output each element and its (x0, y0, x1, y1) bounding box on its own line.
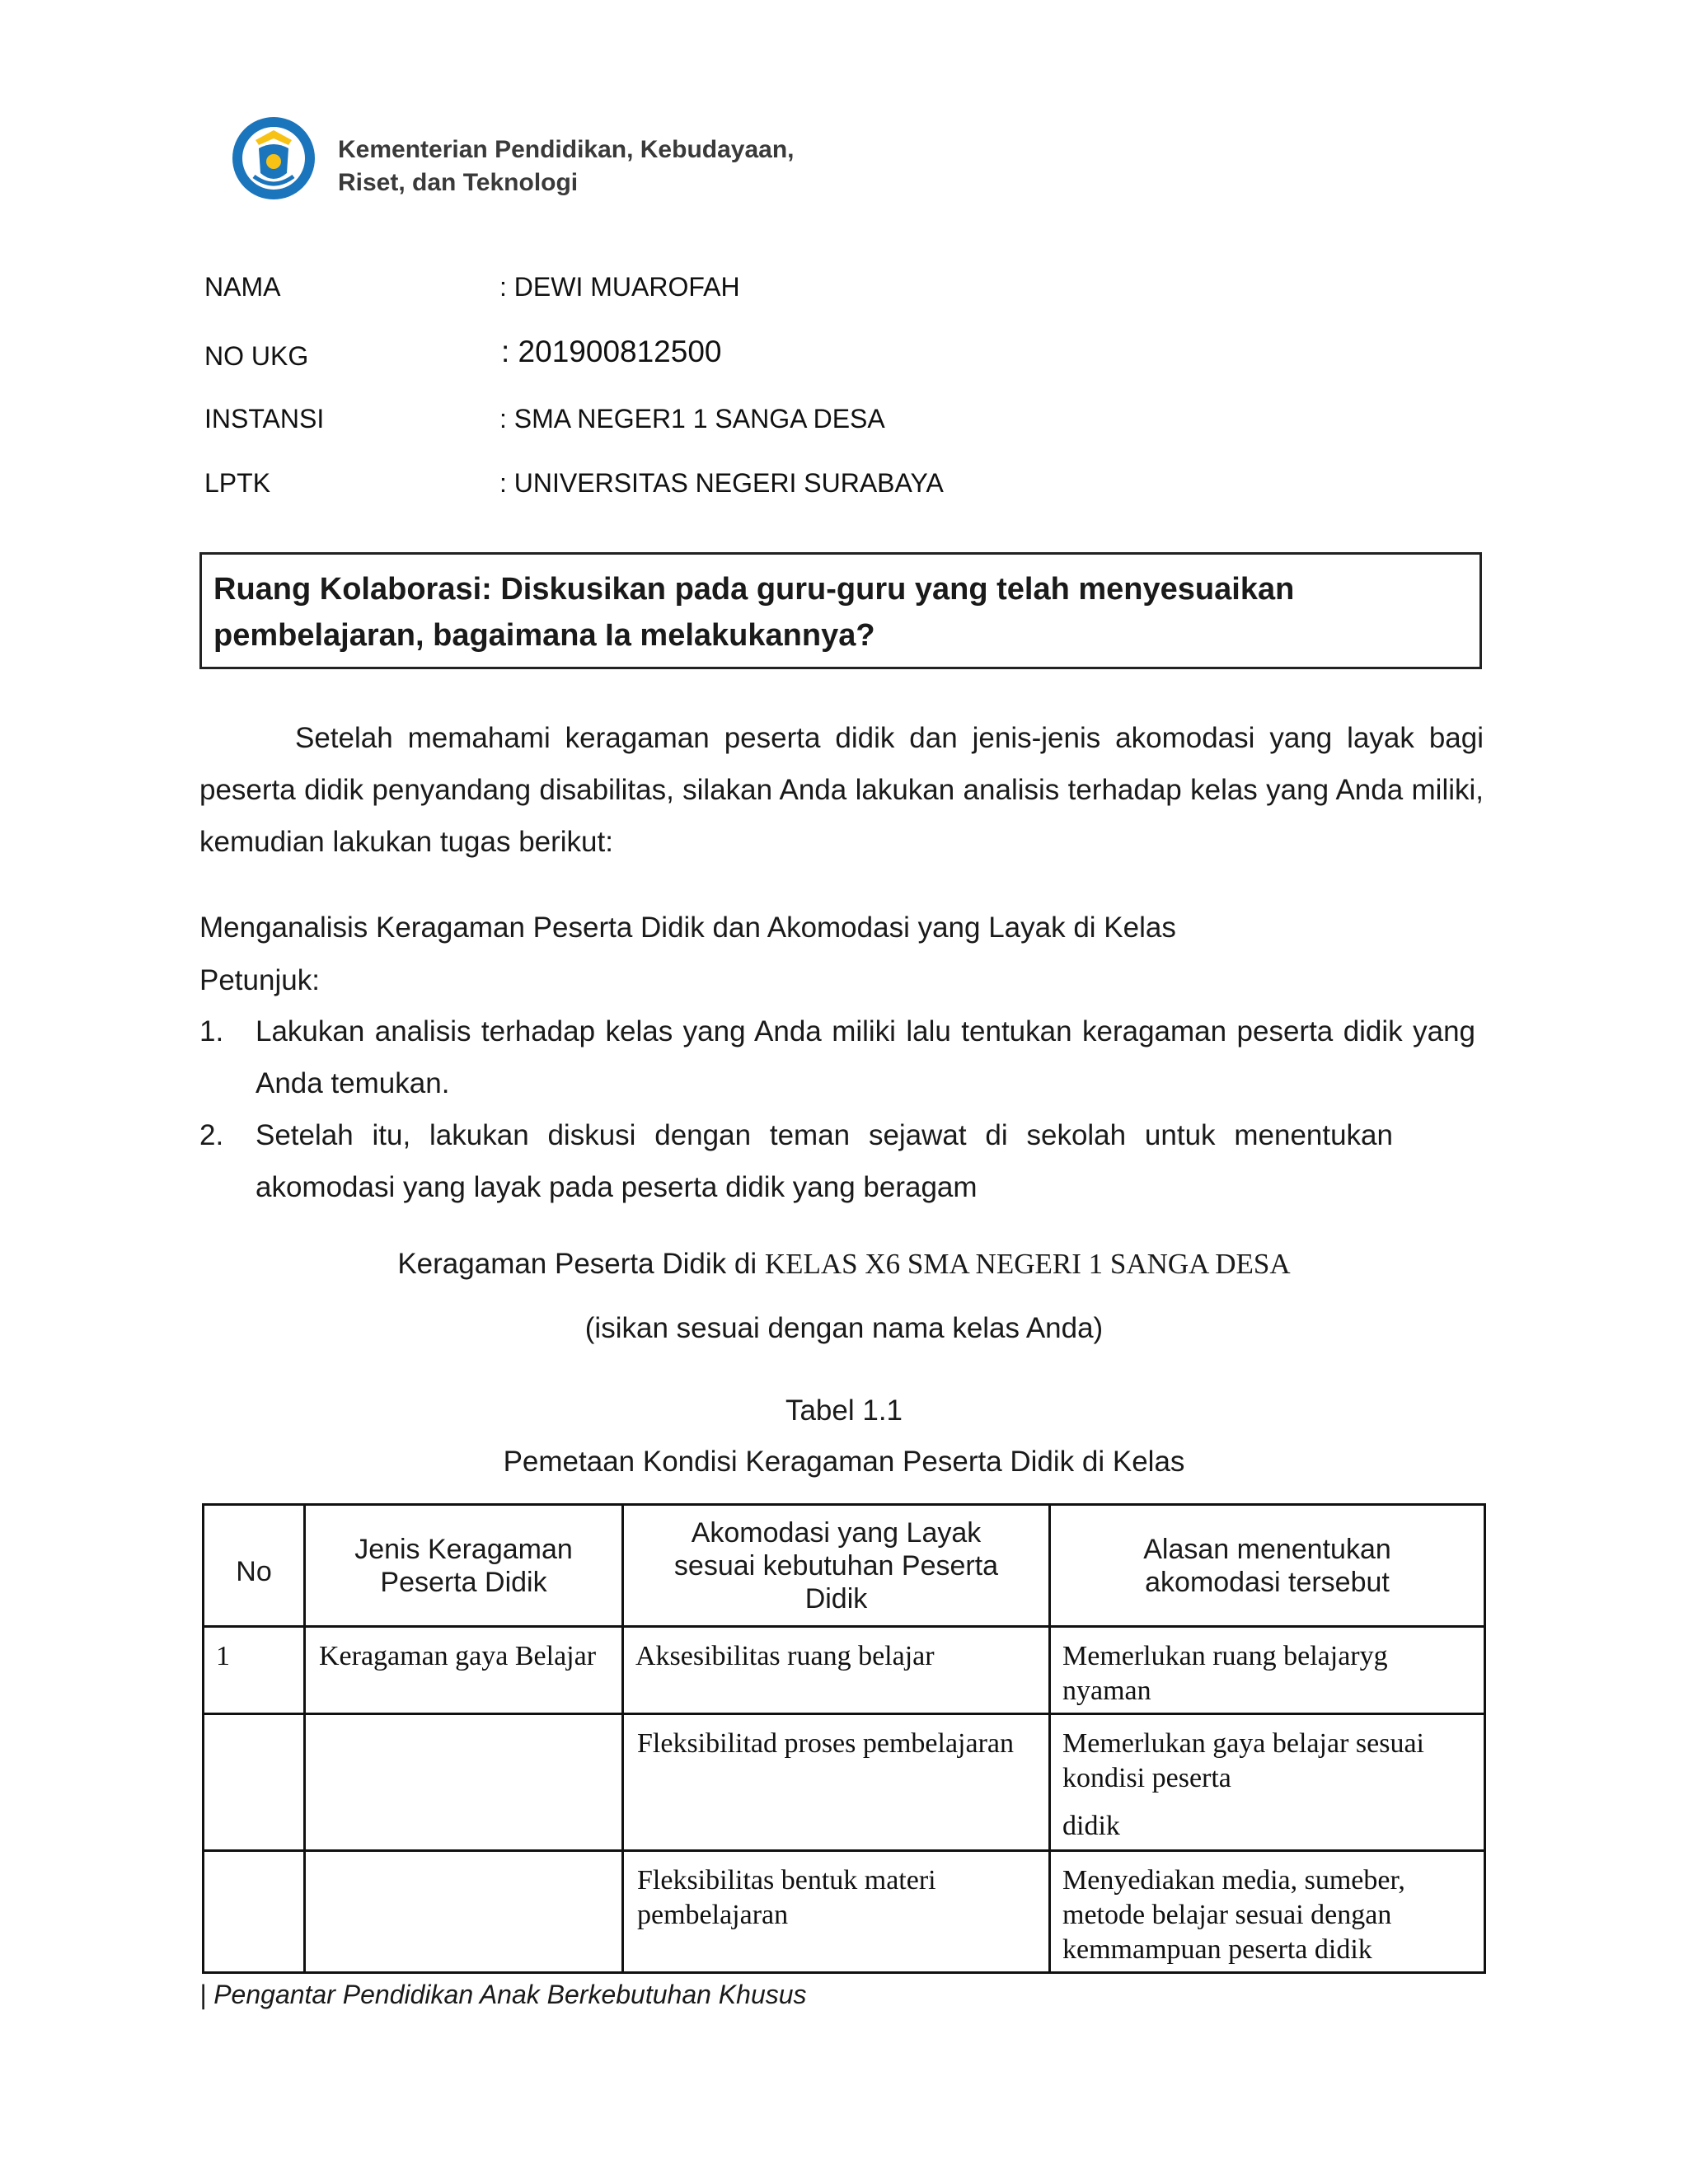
class-note: (isikan sesuai dengan nama kelas Anda) (584, 1312, 1104, 1344)
header-alasan: Alasan menentukan akomodasi tersebut (1050, 1505, 1485, 1627)
header-akomodasi: Akomodasi yang Layak sesuai kebutuhan Peserta Didik (623, 1505, 1050, 1627)
row2-no (204, 1714, 305, 1851)
class-heading-prefix: Keragaman Peserta Didik di (397, 1248, 765, 1280)
prompt-line1: Ruang Kolaborasi: Diskusikan pada guru-guru yang telah menyesuaikan (213, 572, 1295, 607)
table-row (204, 1851, 1485, 1973)
row2-jenis (305, 1714, 623, 1851)
ukg-value: : 201900812500 (501, 335, 722, 368)
header-no: No (204, 1505, 305, 1627)
instansi-value: : SMA NEGER1 1 SANGA DESA (499, 404, 885, 434)
row2-alasan-cell (1050, 1714, 1485, 1851)
nama-value: : DEWI MUAROFAH (499, 272, 740, 302)
ministry-name-line1: Kementerian Pendidikan, Kebudayaan, (338, 136, 795, 163)
prompt-line2: pembelajaran, bagaimana Ia melakukannya? (213, 618, 875, 653)
task-title: Menganalisis Keragaman Peserta Didik dan Akomodasi yang Layak di Kelas (199, 912, 1176, 944)
lptk-value: : UNIVERSITAS NEGERI SURABAYA (499, 468, 944, 498)
diversity-table (202, 1503, 1486, 1974)
row2-alasan-extra: didik (1062, 1811, 1120, 1841)
ministry-name (338, 134, 795, 199)
table-caption: Tabel 1.1 (785, 1394, 903, 1427)
intro-paragraph: Setelah memahami keragaman peserta didik dan jenis-jenis akomodasi yang layak bagi peserta didik penyandang disabilitas, silakan Anda lakukan analisis terhadap kelas yang Anda miliki, kemudian lakukan tugas berikut: (199, 722, 1484, 858)
step-2-number: 2. (199, 1119, 224, 1151)
page-footer: | Pengantar Pendidikan Anak Berkebutuhan Khusus (199, 1980, 807, 2009)
nama-label: NAMA (204, 272, 281, 302)
row1-akomodasi: Aksesibilitas ruang belajar (623, 1627, 1050, 1714)
ukg-label: NO UKG (204, 341, 309, 371)
row3-no (204, 1851, 305, 1973)
table-row (204, 1627, 1485, 1714)
row1-alasan: Memerlukan ruang belajaryg nyaman (1050, 1627, 1485, 1714)
class-heading (0, 1248, 1688, 1281)
row1-jenis: Keragaman gaya Belajar (305, 1627, 623, 1714)
header-jenis: Jenis Keragaman Peserta Didik (305, 1505, 623, 1627)
row3-akomodasi: Fleksibilitas bentuk materi pembelajaran (623, 1851, 1050, 1973)
row1-no: 1 (204, 1627, 305, 1714)
lptk-label: LPTK (204, 468, 271, 498)
step-1-number: 1. (199, 1015, 224, 1047)
ministry-name-line2: Riset, dan Teknologi (338, 169, 579, 196)
table-title: Pemetaan Kondisi Keragaman Peserta Didik di Kelas (503, 1446, 1185, 1478)
ministry-logo (231, 115, 316, 201)
row3-jenis (305, 1851, 623, 1973)
step-2-text: Setelah itu, lakukan diskusi dengan teman sejawat di sekolah untuk menentukan akomodasi yang layak pada peserta didik yang beragam (256, 1119, 1393, 1203)
row2-akomodasi: Fleksibilitad proses pembelajaran (623, 1714, 1050, 1851)
step-1-text: Lakukan analisis terhadap kelas yang Anda miliki lalu tentukan keragaman peserta didik yang Anda temukan. (256, 1015, 1475, 1099)
table-row (204, 1714, 1485, 1851)
instansi-label: INSTANSI (204, 404, 325, 434)
collaboration-prompt (213, 566, 1468, 658)
class-heading-name: KELAS X6 SMA NEGERI 1 SANGA DESA (764, 1248, 1291, 1280)
row3-alasan: Menyediakan media, sumeber, metode belajar sesuai dengan kemmampuan peserta didik (1050, 1851, 1485, 1973)
petunjuk-label: Petunjuk: (199, 964, 320, 996)
table-header-row (204, 1505, 1485, 1627)
collaboration-prompt-box (199, 552, 1482, 669)
row2-alasan: Memerlukan gaya belajar sesuai kondisi peserta (1062, 1728, 1424, 1793)
